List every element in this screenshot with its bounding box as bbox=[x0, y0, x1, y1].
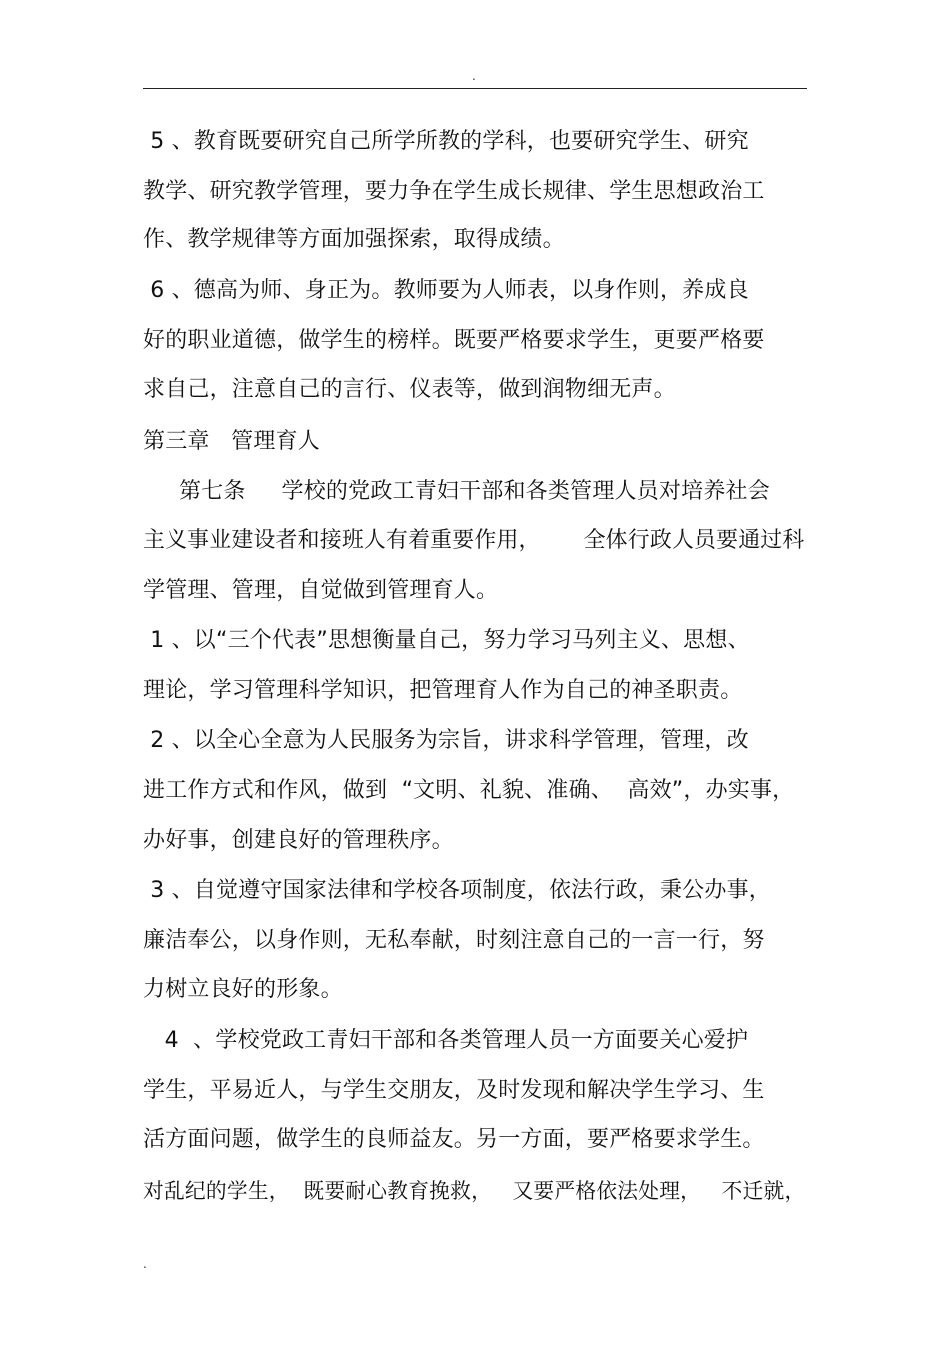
text-line: 办好事，创建良好的管理秩序。 bbox=[143, 828, 454, 853]
text-line: 学管理、管理，自觉做到管理育人。 bbox=[143, 578, 499, 603]
header-mark: . bbox=[472, 69, 476, 83]
text-line: 6 、德高为师、身正为。教师要为人师表，以身作则，养成良 bbox=[143, 278, 749, 303]
chapter-heading: 第三章 管理育人 bbox=[143, 429, 320, 454]
text-line: 4 、学校党政工青妇干部和各类管理人员一方面要关心爱护 bbox=[143, 1028, 749, 1053]
text-line: 好的职业道德，做学生的榜样。既要严格要求学生，更要严格要 bbox=[143, 328, 765, 353]
text-line: 求自己，注意自己的言行、仪表等，做到润物细无声。 bbox=[143, 377, 676, 402]
text-line: 理论，学习管理科学知识，把管理育人作为自己的神圣职责。 bbox=[143, 678, 743, 703]
text-line: 第七条 学校的党政工青妇干部和各类管理人员对培养社会 bbox=[143, 479, 770, 504]
text-line: 作、教学规律等方面加强探索，取得成绩。 bbox=[143, 227, 565, 252]
text-line: 进工作方式和作风，做到 “文明、礼貌、准确、 高效”，办实事， bbox=[143, 778, 795, 803]
text-line: 力树立良好的形象。 bbox=[143, 977, 343, 1002]
text-line: 2 、以全心全意为人民服务为宗旨，讲求科学管理，管理，改 bbox=[143, 728, 749, 753]
text-line: 活方面问题，做学生的良师益友。另一方面，要严格要求学生。 bbox=[143, 1127, 765, 1152]
text-line: 主义事业建设者和接班人有着重要作用， 全体行政人员要通过科 bbox=[143, 528, 805, 553]
text-line: 对乱纪的学生， 既要耐心教育挽救， 又要严格依法处理， 不迁就， bbox=[143, 1179, 806, 1203]
text-line: 教学、研究教学管理，要力争在学生成长规律、学生思想政治工 bbox=[143, 179, 765, 204]
footer-mark: . bbox=[143, 1257, 147, 1271]
text-line: 3 、自觉遵守国家法律和学校各项制度，依法行政，秉公办事， bbox=[143, 878, 771, 903]
text-line: 学生，平易近人，与学生交朋友，及时发现和解决学生学习、生 bbox=[143, 1078, 765, 1103]
text-line: 5 、教育既要研究自己所学所教的学科，也要研究学生、研究 bbox=[143, 129, 749, 154]
text-line: 1 、以“三个代表”思想衡量自己，努力学习马列主义、思想、 bbox=[143, 628, 750, 653]
text-line: 廉洁奉公，以身作则，无私奉献，时刻注意自己的一言一行，努 bbox=[143, 928, 765, 953]
header-rule bbox=[143, 88, 807, 89]
